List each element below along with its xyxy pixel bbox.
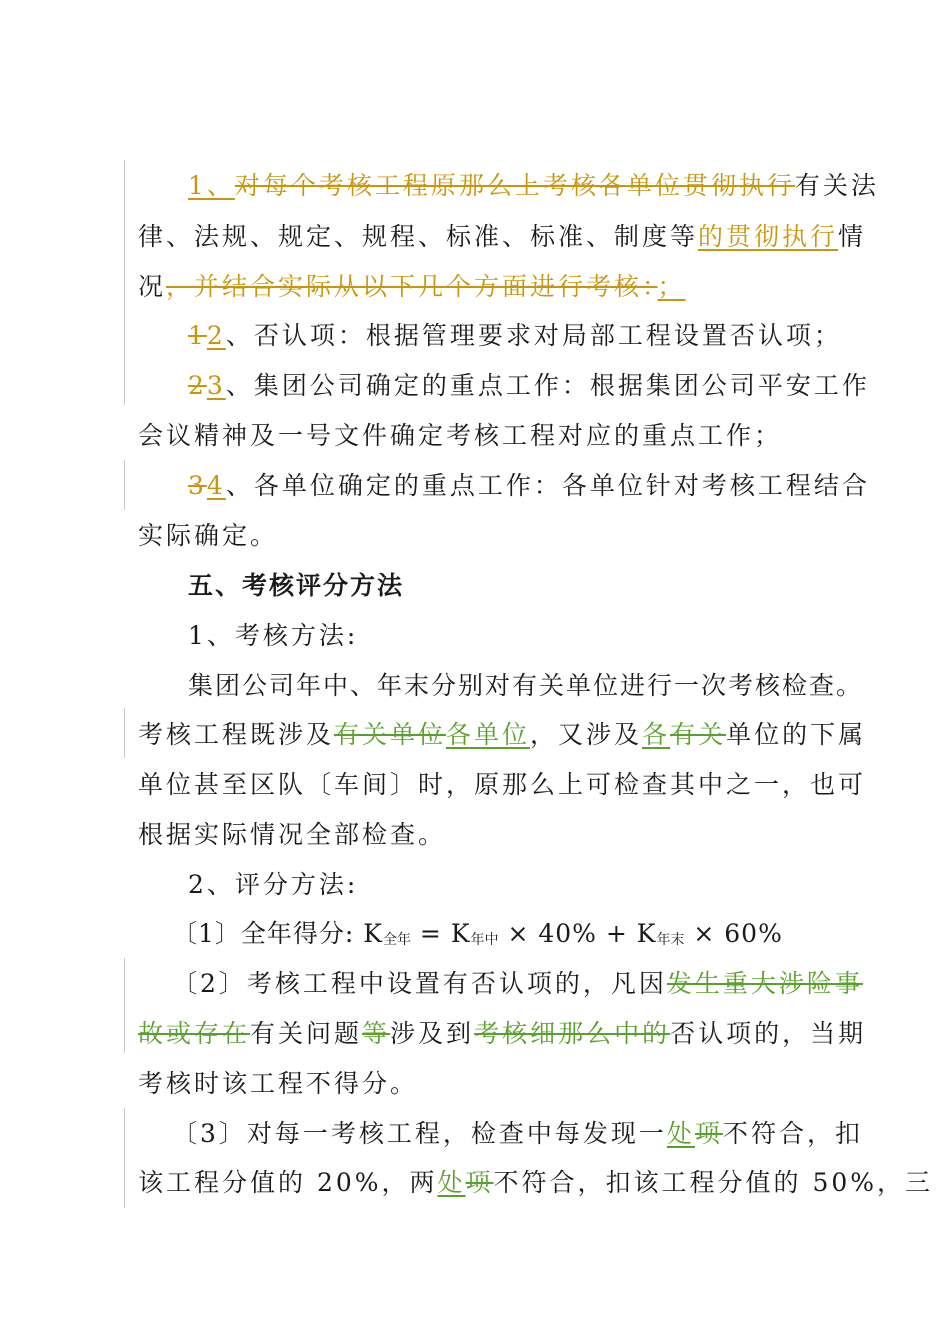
body-text: 况 — [138, 272, 167, 301]
change-bar — [124, 958, 125, 1053]
body-text: 单位的下属 — [726, 720, 867, 749]
change-bar — [124, 460, 125, 510]
deleted-text: 考核细那么中的 — [474, 1019, 671, 1048]
paragraph-line: 会议精神及一号文件确定考核工程对应的重点工作； — [138, 421, 783, 450]
list-item — [188, 470, 870, 502]
deleted-text: 有关 — [670, 720, 727, 749]
list-item — [188, 370, 870, 402]
inserted-text: 的贯彻执行 — [698, 222, 839, 251]
formula-operator: = — [410, 919, 451, 948]
paragraph-line — [172, 968, 863, 1000]
deleted-text: ，并结合实际从以下几个方面进行考核： — [166, 272, 658, 301]
formula-k: K — [636, 919, 657, 948]
inserted-text: 处 — [666, 1119, 695, 1148]
paragraph-line: 集团公司年中、年末分别对有关单位进行一次考核检查。 — [188, 671, 864, 700]
section-heading: 五、考核评分方法 — [188, 571, 405, 600]
formula-operator: × 60% — [684, 919, 783, 948]
paragraph-line: 单位甚至区队〔车间〕时，原那么上可检查其中之一，也可 — [138, 770, 867, 799]
deleted-text: 项 — [694, 1119, 723, 1148]
deleted-text: 有关单位 — [334, 720, 447, 749]
body-text: 有关法 — [794, 171, 879, 200]
formula-subscript: 年中 — [470, 932, 499, 948]
deleted-text: 发生重大涉险事 — [666, 969, 863, 998]
paragraph-line — [138, 1018, 866, 1050]
deleted-text: 项 — [465, 1168, 494, 1197]
body-text: 否认项的，当期 — [670, 1019, 867, 1048]
body-text: 有关问题 — [250, 1019, 363, 1048]
change-bar — [124, 708, 125, 758]
inserted-text: 1、 — [188, 171, 235, 200]
inserted-text: 各 — [642, 720, 671, 749]
body-text: 不符合，扣 — [722, 1119, 863, 1148]
formula-subscript: 年末 — [656, 932, 685, 948]
paragraph-line: 根据实际情况全部检查。 — [138, 820, 447, 849]
deleted-number: 2 — [188, 371, 207, 400]
subsection-title: 2、评分方法: — [188, 870, 359, 899]
paragraph-line — [138, 271, 686, 303]
change-bar — [124, 1108, 125, 1208]
deleted-text: 对每个考核工程原那么上考核各单位贯彻执行 — [234, 171, 795, 200]
body-text: 涉及到 — [390, 1019, 475, 1048]
subsection-title: 1、考核方法: — [188, 621, 359, 650]
change-bar — [124, 160, 125, 405]
body-text: 情 — [838, 222, 867, 251]
body-text: 考核工程既涉及 — [138, 720, 335, 749]
body-text: 不符合，扣该工程分值的 50%，三 — [493, 1168, 934, 1197]
paragraph-line — [138, 1167, 933, 1199]
deleted-number: 1 — [188, 321, 207, 350]
paragraph-line: 考核时该工程不得分。 — [138, 1069, 419, 1098]
paragraph-line — [172, 1118, 863, 1150]
inserted-number: 2 — [206, 321, 226, 350]
body-text: ，又涉及 — [530, 720, 643, 749]
inserted-number: 3 — [206, 371, 226, 400]
deleted-text: 等 — [362, 1019, 391, 1048]
body-text: 律、法规、规定、规程、标准、标准、制度等 — [138, 222, 699, 251]
list-item — [188, 320, 842, 352]
body-text: 、集团公司确定的重点工作：根据集团公司平安工作 — [225, 371, 870, 400]
paragraph-line — [188, 170, 879, 202]
formula-label: 〔1〕全年得分: — [172, 919, 364, 948]
formula-k: K — [450, 919, 471, 948]
formula-subscript: 全年 — [382, 932, 411, 948]
inserted-text: 各单位 — [446, 720, 531, 749]
body-text: 〔2〕考核工程中设置有否认项的，凡因 — [172, 969, 667, 998]
body-text: 、各单位确定的重点工作：各单位针对考核工程结合 — [225, 471, 870, 500]
score-formula — [172, 918, 783, 956]
body-text: 、否认项：根据管理要求对局部工程设置否认项； — [225, 321, 842, 350]
inserted-text: 处 — [437, 1168, 466, 1197]
paragraph-line — [138, 221, 866, 253]
paragraph-line: 实际确定。 — [138, 521, 279, 550]
body-text: 该工程分值的 20%，两 — [138, 1168, 438, 1197]
paragraph-line — [138, 719, 866, 751]
inserted-number: 4 — [206, 471, 226, 500]
deleted-number: 3 — [188, 471, 207, 500]
formula-k: K — [363, 919, 383, 948]
deleted-text: 故或存在 — [138, 1019, 251, 1048]
formula-operator: × 40% + — [498, 919, 637, 948]
body-text: 〔3〕对每一考核工程，检查中每发现一 — [172, 1119, 667, 1148]
inserted-text: ； — [657, 272, 686, 301]
